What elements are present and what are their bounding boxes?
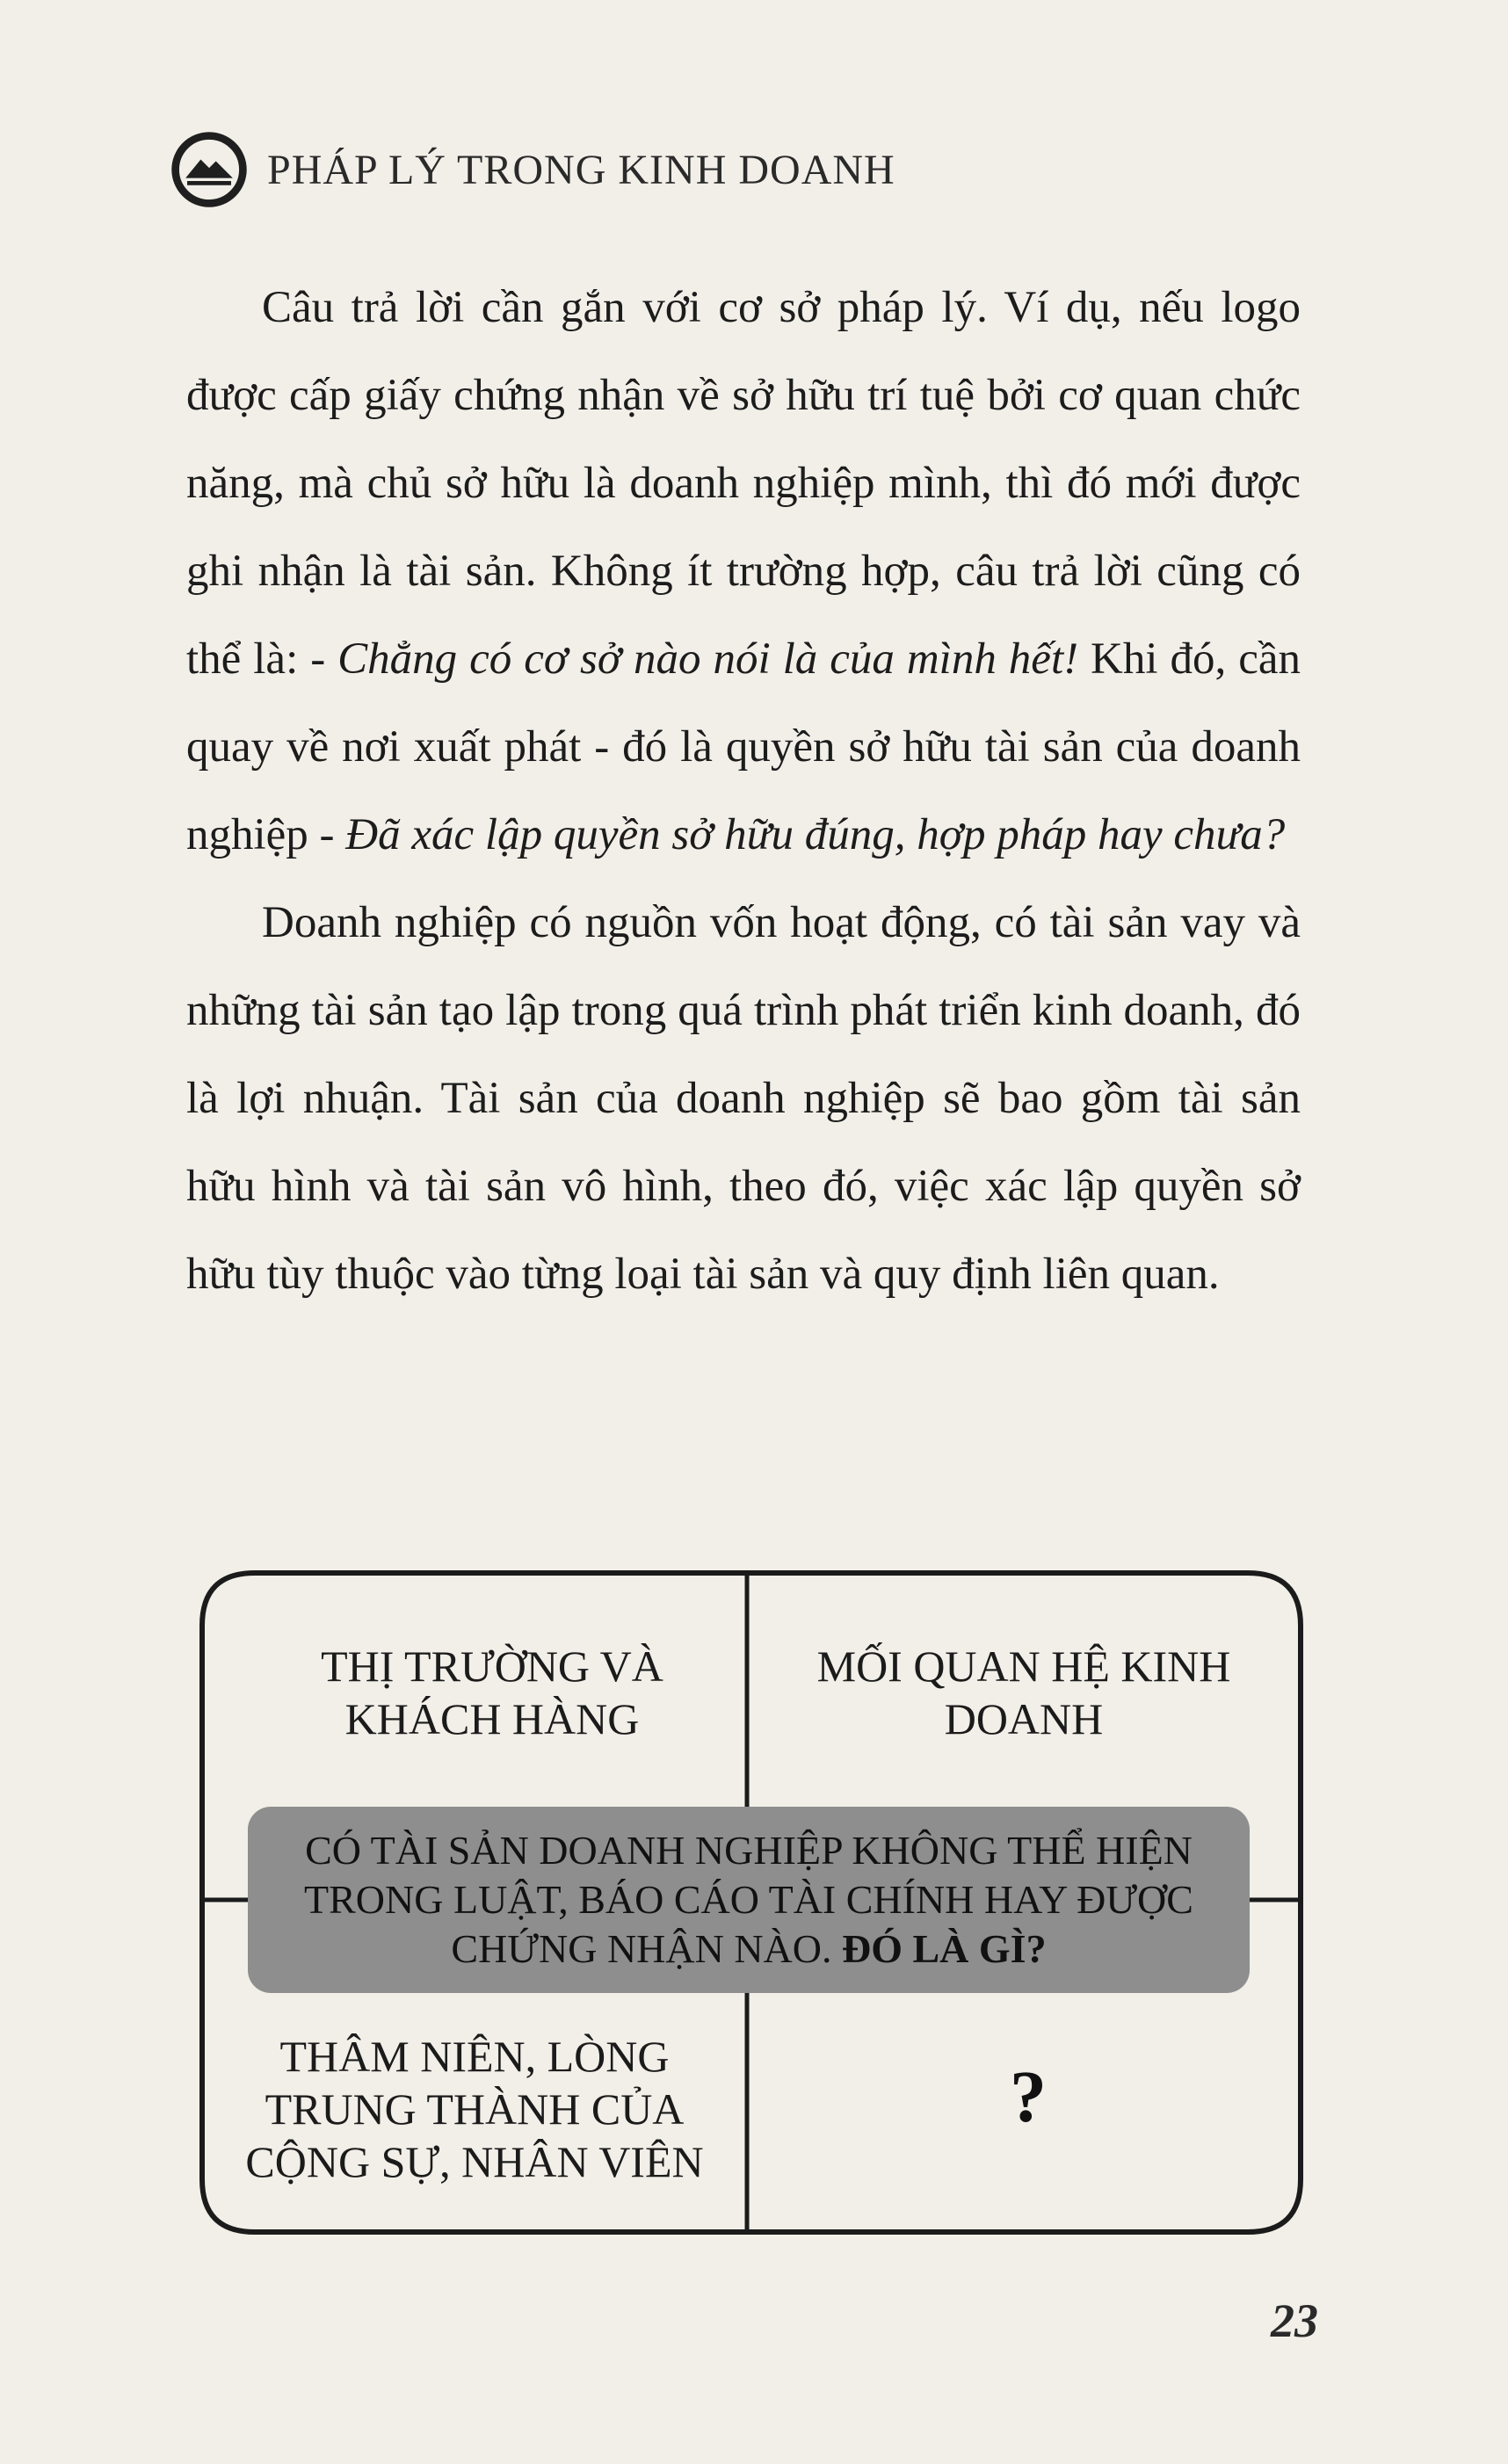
paragraph-1-italic-b: Đã xác lập quyền sở hữu đúng, hợp pháp hay chưa?: [345, 810, 1286, 859]
cell-bottom-left-line3: CỘNG SỰ, NHÂN VIÊN: [245, 2137, 704, 2186]
cell-top-left: [255, 1640, 729, 1745]
paragraph-1-italic-a: Chẳng có cơ sở nào nói là của mình hết!: [337, 634, 1079, 684]
center-line2: TRONG LUẬT, BÁO CÁO TÀI CHÍNH HAY ĐƯỢC: [304, 1877, 1193, 1922]
cell-top-left-line2: KHÁCH HÀNG: [344, 1694, 640, 1743]
running-header-title: PHÁP LÝ TRONG KINH DOANH: [267, 146, 895, 193]
paragraph-1-text-a: Câu trả lời cần gắn với cơ sở pháp lý. Ví dụ, nếu logo được cấp giấy chứng nhận về sở hữu trí tuệ bởi cơ quan chức năng, mà chủ sở hữu là doanh nghiệp mình, thì đó mới được ghi nhận là tài sản. Không ít trường hợp, câu trả lời cũng có thể là: -: [186, 283, 1301, 684]
cell-bottom-left: [220, 2030, 729, 2188]
page-number: 23: [1271, 2294, 1318, 2347]
cell-bottom-right-question-mark: ?: [1010, 2056, 1047, 2138]
center-line3-text: CHỨNG NHẬN NÀO.: [451, 1926, 832, 1971]
paragraph-2: Doanh nghiệp có nguồn vốn hoạt động, có tài sản vay và những tài sản tạo lập trong quá trình phát triển kinh doanh, đó là lợi nhuận. Tài sản của doanh nghiệp sẽ bao gồm tài sản hữu hình và tài sản vô hình, theo đó, việc xác lập quyền sở hữu tùy thuộc vào từng loại tài sản và quy định liên quan.: [186, 898, 1301, 1299]
center-question-text: [274, 1826, 1223, 1974]
paragraph-1-text-b: Khi đó, cần quay về nơi xuất phát - đó là quyền sở hữu tài sản của doanh nghiệp -: [186, 634, 1301, 859]
center-line3: [274, 1924, 1223, 1974]
cell-top-right: [773, 1640, 1274, 1745]
center-line3-bold: ĐÓ LÀ GÌ?: [841, 1926, 1047, 1971]
cell-top-left-line1: THỊ TRƯỜNG VÀ: [321, 1641, 663, 1691]
cell-top-right-line2: DOANH: [944, 1694, 1104, 1743]
center-question-banner: [248, 1807, 1250, 1993]
center-line1: CÓ TÀI SẢN DOANH NGHIỆP KHÔNG THỂ HIỆN: [305, 1828, 1193, 1873]
cell-bottom-left-line2: TRUNG THÀNH CỦA: [265, 2084, 685, 2134]
cell-bottom-left-line1: THÂM NIÊN, LÒNG: [279, 2032, 670, 2081]
cell-top-right-line1: MỐI QUAN HỆ KINH: [816, 1641, 1231, 1691]
